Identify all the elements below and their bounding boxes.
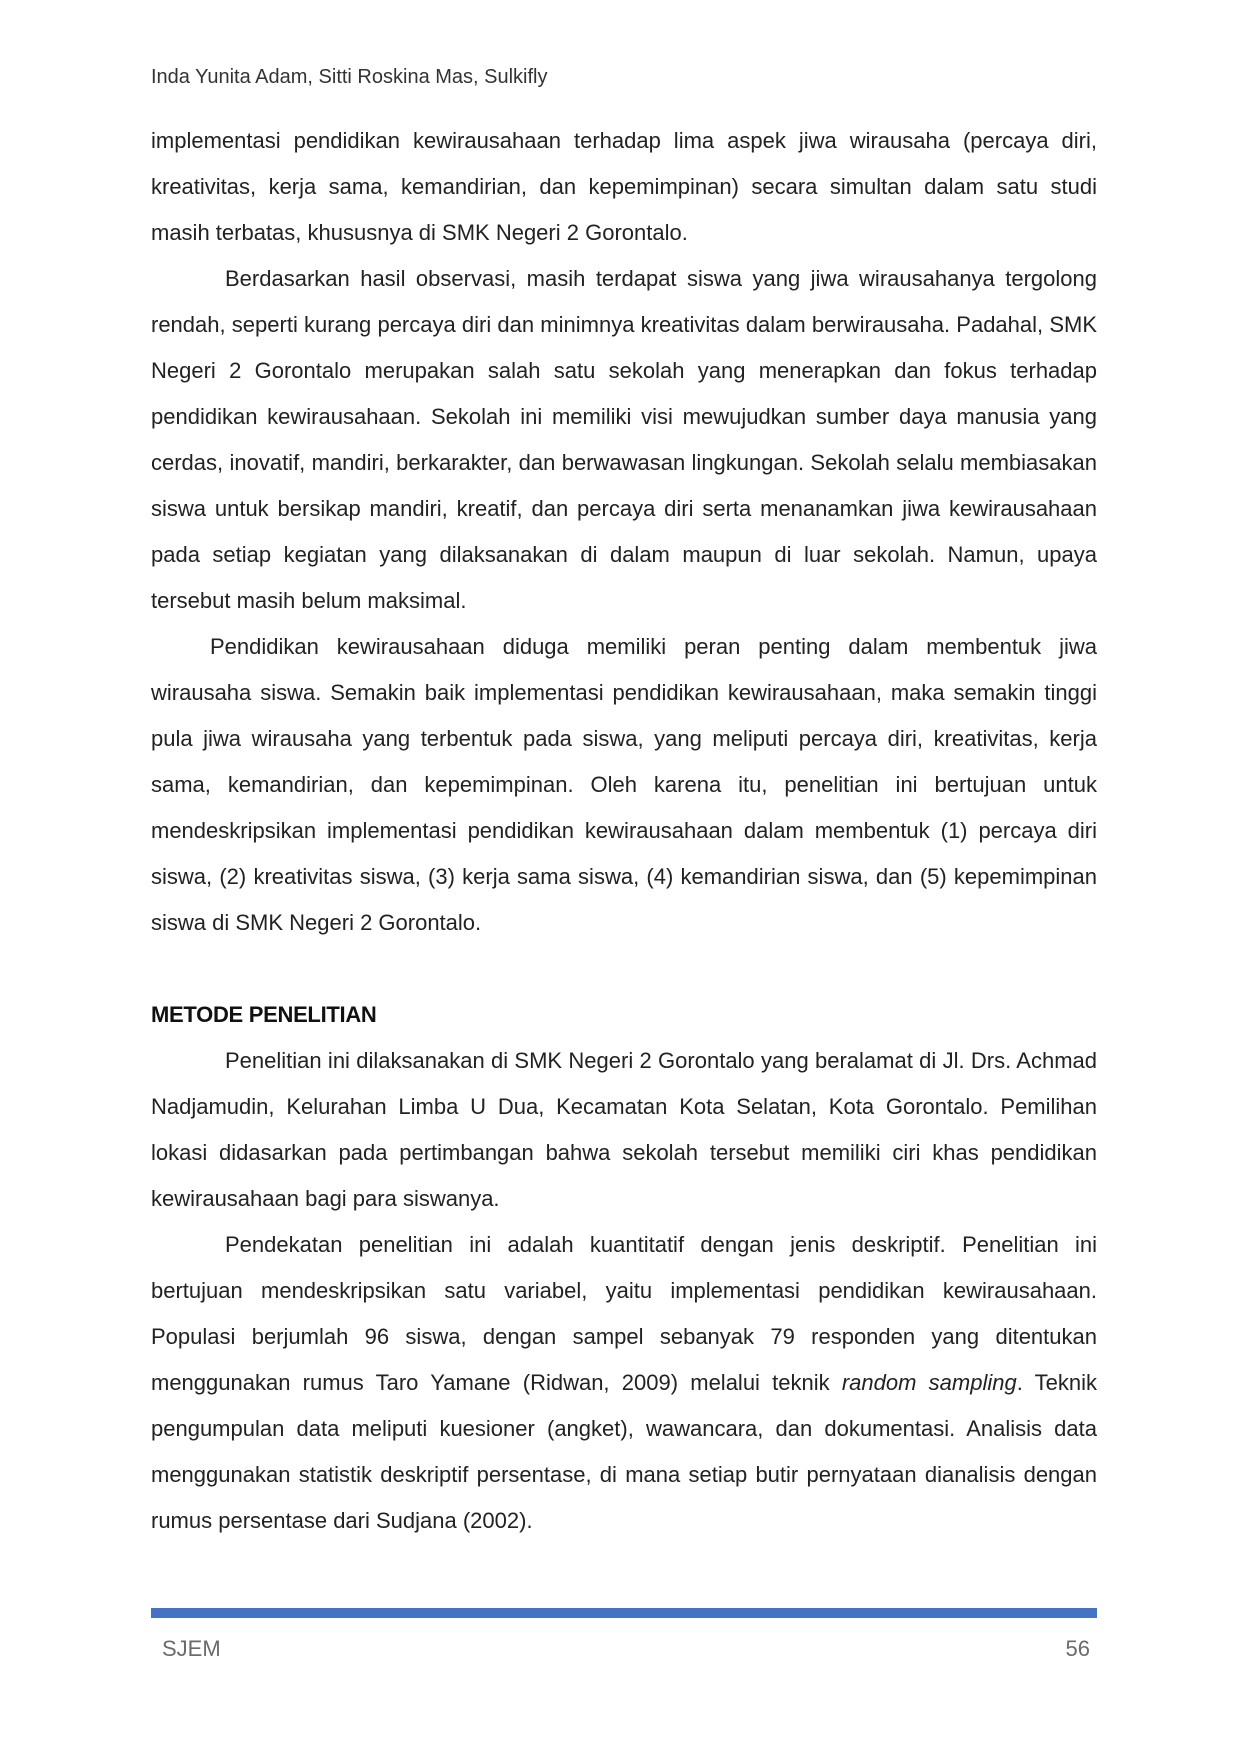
footer-journal-name: SJEM [162, 1636, 221, 1661]
body-text [151, 118, 1097, 1544]
footer-rule [151, 1608, 1097, 1618]
running-head-authors: Inda Yunita Adam, Sitti Roskina Mas, Sulkifly [151, 66, 548, 88]
section-heading-methods: METODE PENELITIAN [151, 1002, 377, 1027]
paragraph-purpose: Pendidikan kewirausahaan diduga memiliki peran penting dalam membentuk jiwa wirausaha siswa. Semakin baik implementasi pendidikan kewirausahaan, maka semakin tinggi pula jiwa wirausaha yang terbentuk pada siswa, yang meliputi percaya diri, kreativitas, kerja sama, kemandirian, dan kepemimpinan. Oleh karena itu, penelitian ini bertujuan untuk mendeskripsikan implementasi pendidikan kewirausahaan dalam membentuk (1) percaya diri siswa, (2) kreativitas siswa, (3) kerja sama siswa, (4) kemandirian siswa, dan (5) kepemimpinan siswa di SMK Negeri 2 Gorontalo. [151, 634, 1097, 935]
paragraph-location: Penelitian ini dilaksanakan di SMK Negeri 2 Gorontalo yang beralamat di Jl. Drs. Achmad Nadjamudin, Kelurahan Limba U Dua, Kecamatan Kota Selatan, Kota Gorontalo. Pemilihan lokasi didasarkan pada pertimbangan bahwa sekolah tersebut memiliki ciri khas pendidikan kewirausahaan bagi para siswanya. [151, 1048, 1097, 1211]
paragraph-approach [151, 1222, 1097, 1544]
approach-text-start: Pendekatan penelitian ini adalah kuantitatif dengan jenis deskriptif. Penelitian ini bertujuan mendeskripsikan satu variabel, yaitu implementasi pendidikan kewirausahaan. Populasi berjumlah 96 siswa, dengan sampel sebanyak 79 responden yang ditentukan menggunakan rumus Taro Yamane (Ridwan, 2009) melalui teknik [151, 1232, 1097, 1395]
approach-text-end: . Teknik pengumpulan data meliputi kuesioner (angket), wawancara, dan dokumentasi. Analisis data menggunakan statistik deskriptif persentase, di mana setiap butir pernyataan dianalisis dengan rumus persentase dari Sudjana (2002). [151, 1370, 1097, 1533]
footer-page-number: 56 [1065, 1636, 1090, 1661]
paragraph-observation: Berdasarkan hasil observasi, masih terdapat siswa yang jiwa wirausahanya tergolong rendah, seperti kurang percaya diri dan minimnya kreativitas dalam berwirausaha. Padahal, SMK Negeri 2 Gorontalo merupakan salah satu sekolah yang menerapkan dan fokus terhadap pendidikan kewirausahaan. Sekolah ini memiliki visi mewujudkan sumber daya manusia yang cerdas, inovatif, mandiri, berkarakter, dan berwawasan lingkungan. Sekolah selalu membiasakan siswa untuk bersikap mandiri, kreatif, dan percaya diri serta menanamkan jiwa kewirausahaan pada setiap kegiatan yang dilaksanakan di dalam maupun di luar sekolah. Namun, upaya tersebut masih belum maksimal. [151, 266, 1097, 613]
paragraph-continuation: implementasi pendidikan kewirausahaan terhadap lima aspek jiwa wirausaha (percaya diri, kreativitas, kerja sama, kemandirian, dan kepemimpinan) secara simultan dalam satu studi masih terbatas, khususnya di SMK Negeri 2 Gorontalo. [151, 128, 1097, 245]
approach-italic-term: random sampling [841, 1370, 1017, 1395]
